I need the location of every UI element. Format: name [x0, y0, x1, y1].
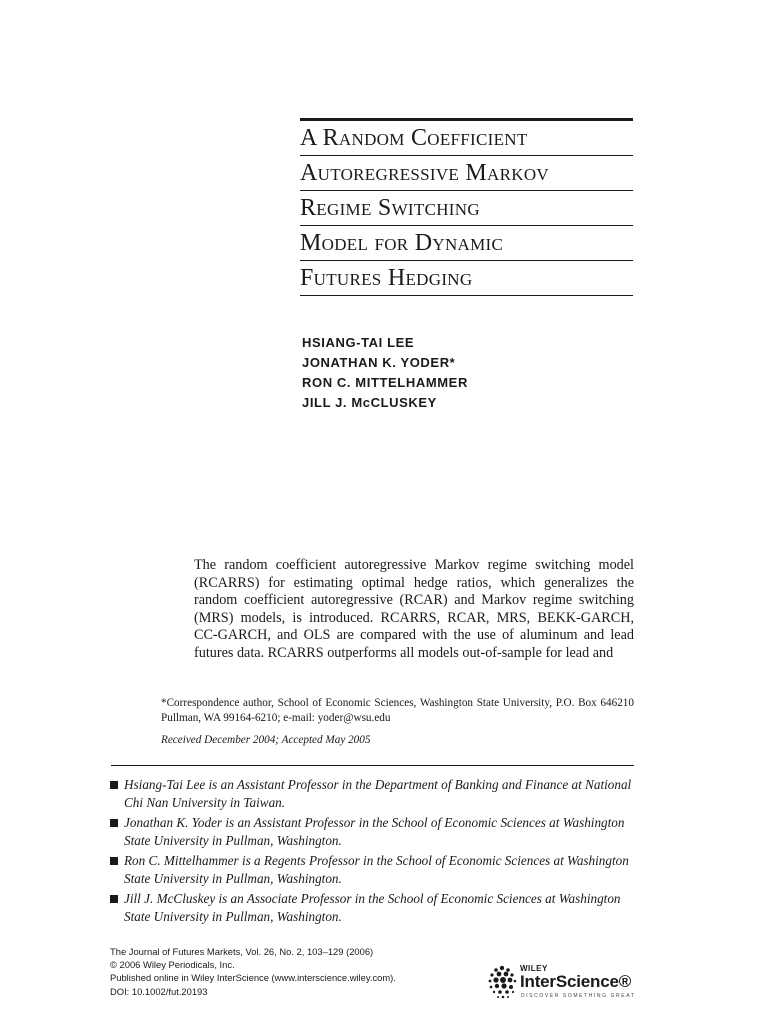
title-line: Futures Hedging [300, 261, 633, 296]
author-name: HSIANG-TAI LEE [302, 335, 415, 350]
author-bio [110, 890, 635, 926]
received-dates: Received December 2004; Accepted May 2005 [161, 734, 371, 746]
correspondence-note: *Correspondence author, School of Economic Sciences, Washington State University, P.O. Box 646210 Pullman, WA 99164-6210; e-mail: yoder@wsu.edu [161, 697, 634, 724]
bio-divider [111, 765, 634, 766]
square-bullet-icon [110, 857, 118, 865]
square-bullet-icon [110, 819, 118, 827]
abstract: The random coefficient autoregressive Markov regime switching model (RCARRS) for estimating optimal hedge ratios, which generalizes the random coefficient autoregressive (RCAR) and Markov regime switching (MRS) models, is introduced. RCARRS, RCAR, MRS, BEKK-GARCH, CC-GARCH, and OLS are compared with the use of aluminum and lead futures data. RCARRS outperforms all models out-of-sample for lead and [194, 557, 634, 661]
square-bullet-icon [110, 781, 118, 789]
author-bio-text: Jonathan K. Yoder is an Assistant Professor in the School of Economic Sciences at Washington State University in Pullman, Washington. [124, 815, 625, 848]
footer-journal-line: The Journal of Futures Markets, Vol. 26, No. 2, 103–129 (2006) [110, 946, 374, 957]
author-list [302, 333, 468, 413]
author-bios [110, 776, 635, 928]
author-name: RON C. MITTELHAMMER [302, 375, 468, 390]
author-bio-text: Hsiang-Tai Lee is an Assistant Professor in the Department of Banking and Finance at National Chi Nan University in Taiwan. [124, 777, 632, 810]
author-bio [110, 776, 635, 812]
title-line: Model for Dynamic [300, 226, 633, 261]
title-line: Regime Switching [300, 191, 633, 226]
author-name: JONATHAN K. YODER* [302, 355, 456, 370]
article-title [300, 118, 633, 296]
journal-footer [110, 945, 396, 998]
interscience-wordmark: InterScience® [520, 972, 632, 991]
author-bio [110, 852, 635, 888]
author-bio [110, 814, 635, 850]
interscience-tagline: DISCOVER SOMETHING GREAT [521, 993, 636, 999]
footer-doi-line: DOI: 10.1002/fut.20193 [110, 985, 208, 997]
square-bullet-icon [110, 895, 118, 903]
wiley-wordmark: WILEY [520, 964, 548, 973]
title-line: A Random Coefficient [300, 121, 633, 156]
interscience-dot-sphere-icon [486, 964, 518, 1000]
author-bio-text: Jill J. McCluskey is an Associate Professor in the School of Economic Sciences at Washington State University in Pullman, Washington. [124, 891, 621, 924]
footer-copyright-line: © 2006 Wiley Periodicals, Inc. [110, 959, 235, 971]
interscience-logo [486, 962, 636, 1002]
title-line: Autoregressive Markov [300, 156, 633, 191]
author-bio-text: Ron C. Mittelhammer is a Regents Professor in the School of Economic Sciences at Washington State University in Pullman, Washington. [124, 853, 629, 886]
author-name: JILL J. McCLUSKEY [302, 395, 437, 410]
footer-published-line: Published online in Wiley InterScience (www.interscience.wiley.com). [110, 972, 396, 984]
